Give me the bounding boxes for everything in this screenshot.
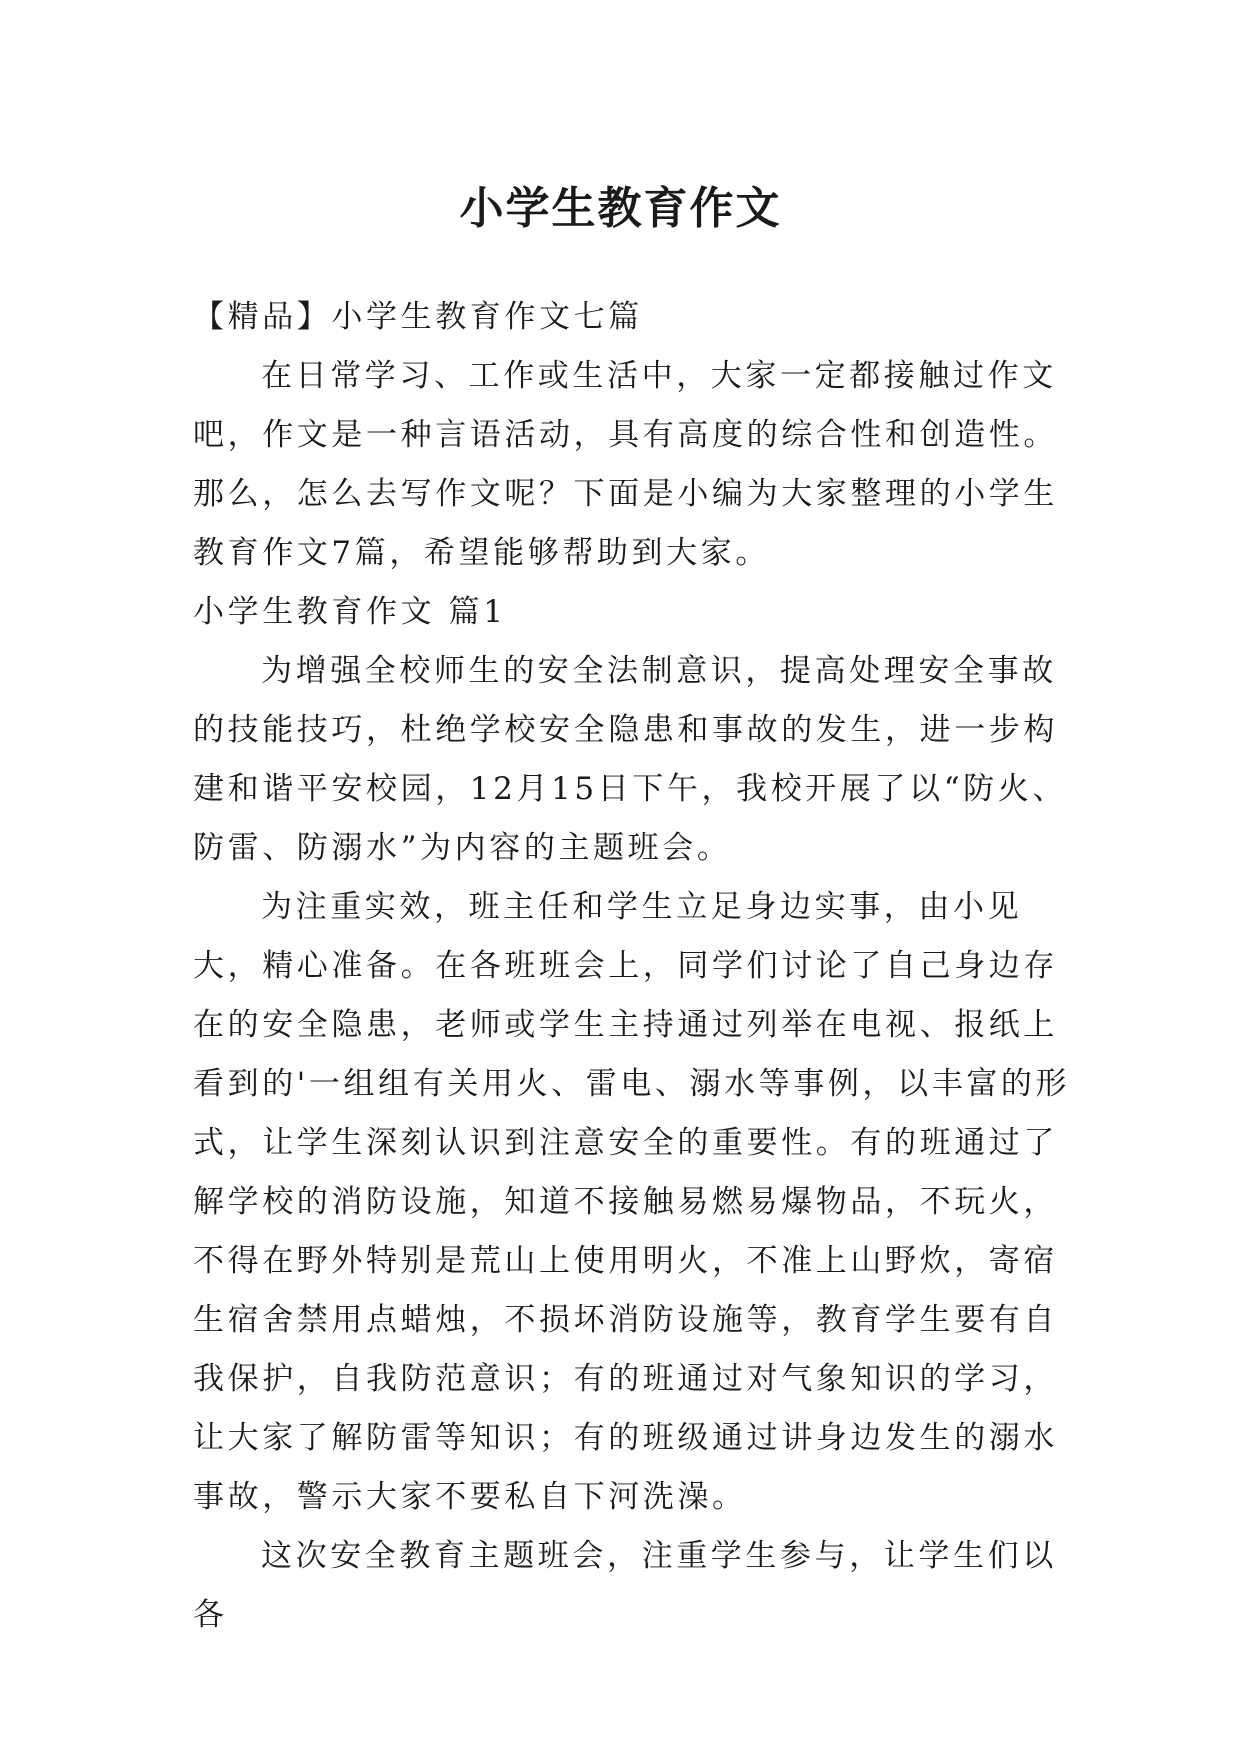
intro-paragraph: 在日常学习、工作或生活中，大家一定都接触过作文吧，作文是一种言语活动，具有高度的综合性和创造性。那么，怎么去写作文呢？下面是小编为大家整理的小学生教育作文7篇，希望能够帮助到大家。 (193, 358, 1058, 571)
body-paragraph-2: 为注重实效，班主任和学生立足身边实事，由小见大，精心准备。在各班班会上，同学们讨论了自己身边存在的安全隐患，老师或学生主持通过列举在电视、报纸上看到的'一组组有关用火、雷电、溺水等事例，以丰富的形式，让学生深刻认识到注意安全的重要性。有的班通过了解学校的消防设施，知道不接触易燃易爆物品，不玩火，不得在野外特别是荒山上使用明火，不准上山野炊，寄宿生宿舍禁用点蜡烛，不损坏消防设施等，教育学生要有自我保护，自我防范意识；有的班通过对气象知识的学习，让大家了解防雷等知识；有的班级通过讲身边发生的溺水事故，警示大家不要私自下河洗澡。 (193, 889, 1071, 1515)
body-paragraph-1: 为增强全校师生的安全法制意识，提高处理安全事故的技能技巧，杜绝学校安全隐患和事故的发生，进一步构建和谐平安校园，12月15日下午，我校开展了以“防火、防雷、防溺水”为内容的主题班会。 (193, 653, 1067, 866)
body-paragraph-3: 这次安全教育主题班会，注重学生参与，让学生们以各 (193, 1538, 1057, 1633)
document-body (193, 288, 1073, 1645)
section-heading: 小学生教育作文 篇1 (193, 594, 507, 630)
document-subtitle: 【精品】小学生教育作文七篇 (193, 299, 643, 335)
document-title: 小学生教育作文 (459, 183, 782, 235)
